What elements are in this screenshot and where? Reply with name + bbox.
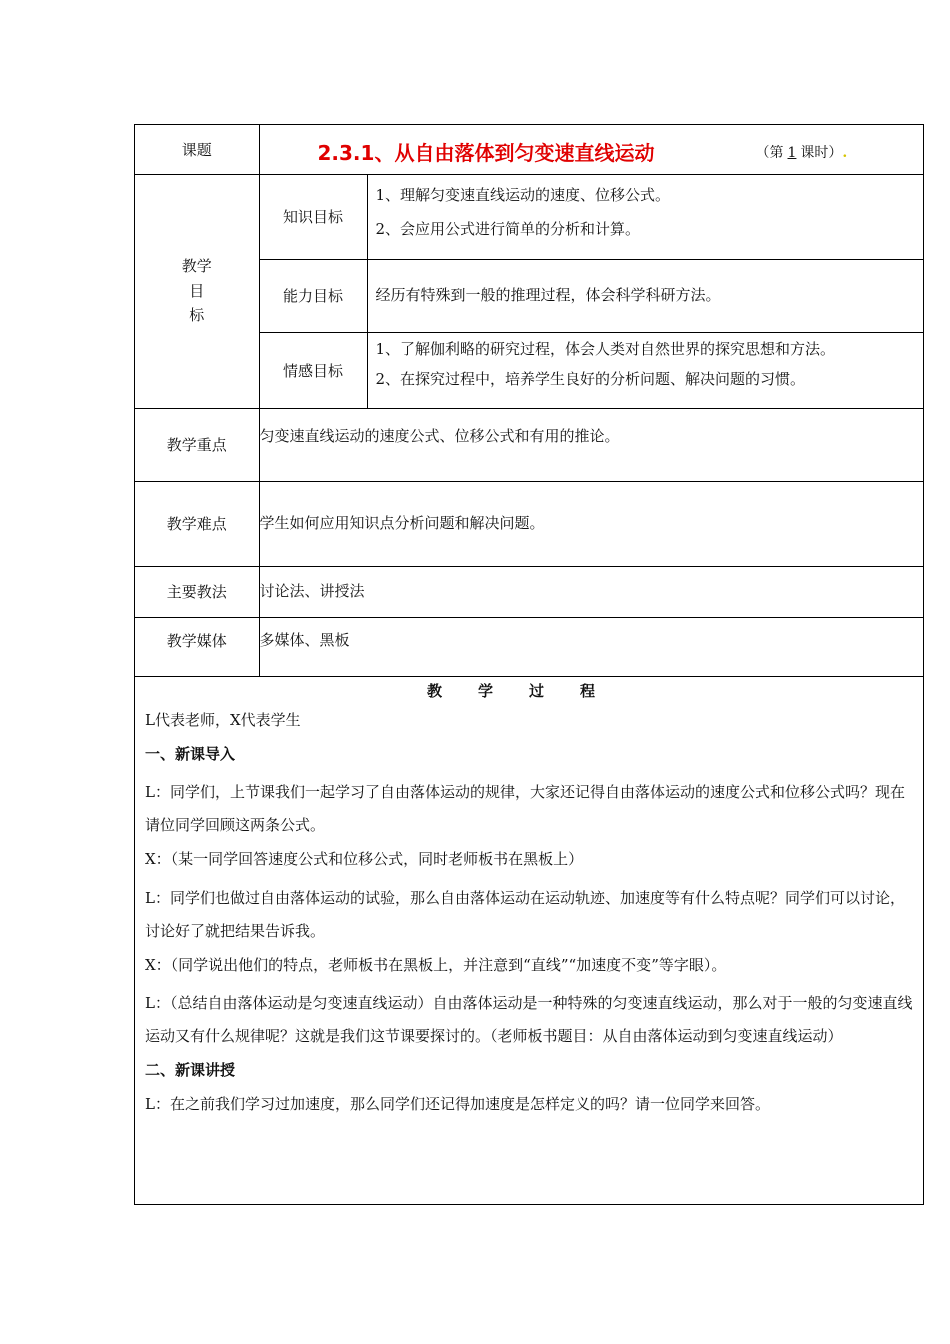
- topic-row: [135, 125, 923, 174]
- plan-table: [135, 125, 923, 677]
- process-title: 教学过程: [426, 682, 631, 700]
- goals-label: [135, 174, 259, 408]
- key-points-row: [135, 408, 923, 481]
- section-lecture-heading: 二、新课讲授: [145, 1060, 236, 1079]
- lesson-plan-table: [134, 124, 924, 677]
- difficulties-text: 学生如何应用知识点分析问题和解决问题。: [259, 481, 923, 566]
- knowledge-label: 知识目标: [259, 174, 367, 259]
- key-points-label: 教学重点: [135, 408, 259, 481]
- goals-label-line3: 标: [189, 306, 205, 325]
- period-suffix: 课时）: [800, 145, 843, 161]
- paragraph-4: X：（同学说出他们的特点，老师板书在黑板上，并注意到“直线”“加速度不变”等字眼）。: [145, 956, 727, 974]
- paragraph-6: L：在之前我们学习过加速度，那么同学们还记得加速度是怎样定义的吗？请一位同学来回答。: [145, 1095, 770, 1113]
- ability-text: 经历有特殊到一般的推理过程，体会科学科研方法。: [367, 259, 923, 332]
- period-info: [756, 142, 848, 162]
- paragraph-5: L：（总结自由落体运动是匀变速直线运动）自由落体运动是一种特殊的匀变速直线运动，那么对于一般的匀变速直线运动又有什么规律呢？这就是我们这节课要探讨的。（老师板书题目：从自由落体运动到匀变速直线运动）: [145, 993, 913, 1045]
- section-intro-heading: 一、新课导入: [145, 745, 236, 763]
- knowledge-content: [367, 174, 923, 259]
- emotion-content: [367, 332, 923, 408]
- difficulties-row: [135, 481, 923, 566]
- emotion-item-2: 2、在探究过程中，培养学生良好的分析问题、解决问题的习惯。: [375, 369, 806, 388]
- lesson-title: 2.3.1、从自由落体到匀变速直线运动: [317, 141, 655, 165]
- media-label: 教学媒体: [135, 617, 259, 676]
- media-row: [135, 617, 923, 676]
- knowledge-item-1: 1、理解匀变速直线运动的速度、位移公式。: [375, 185, 671, 204]
- methods-text: 讨论法、讲授法: [259, 566, 923, 617]
- goals-label-line2: 目: [189, 281, 205, 300]
- topic-label: 课题: [135, 125, 259, 174]
- paragraph-3: L：同学们也做过自由落体运动的试验，那么自由落体运动在运动轨迹、加速度等有什么特点呢？同学们可以讨论，讨论好了就把结果告诉我。: [145, 889, 905, 940]
- goals-label-line1: 教学: [181, 256, 212, 275]
- ability-label: 能力目标: [259, 259, 367, 332]
- methods-row: [135, 566, 923, 617]
- period-prefix: （第: [755, 145, 784, 161]
- key-points-text: 匀变速直线运动的速度公式、位移公式和有用的推论。: [259, 408, 923, 481]
- topic-cell: [259, 125, 923, 174]
- knowledge-row: [135, 174, 923, 259]
- knowledge-item-2: 2、会应用公式进行简单的分析和计算。: [375, 219, 641, 238]
- process-legend: L代表老师，X代表学生: [145, 710, 301, 729]
- emotion-label: 情感目标: [259, 332, 367, 408]
- media-text: 多媒体、黑板: [259, 617, 923, 676]
- difficulties-label: 教学难点: [135, 481, 259, 566]
- paragraph-2: X：（某一同学回答速度公式和位移公式，同时老师板书在黑板上）: [145, 849, 584, 868]
- methods-label: 主要教法: [135, 566, 259, 617]
- teaching-process: [134, 676, 924, 1205]
- paragraph-1: L：同学们，上节课我们一起学习了自由落体运动的规律，大家还记得自由落体运动的速度公式和位移公式吗？现在请位同学回顾这两条公式。: [145, 782, 905, 834]
- emotion-item-1: 1、了解伽利略的研究过程，体会人类对自然世界的探究思想和方法。: [375, 339, 836, 358]
- period-number: 1: [787, 145, 797, 161]
- period-dot: .: [842, 145, 848, 161]
